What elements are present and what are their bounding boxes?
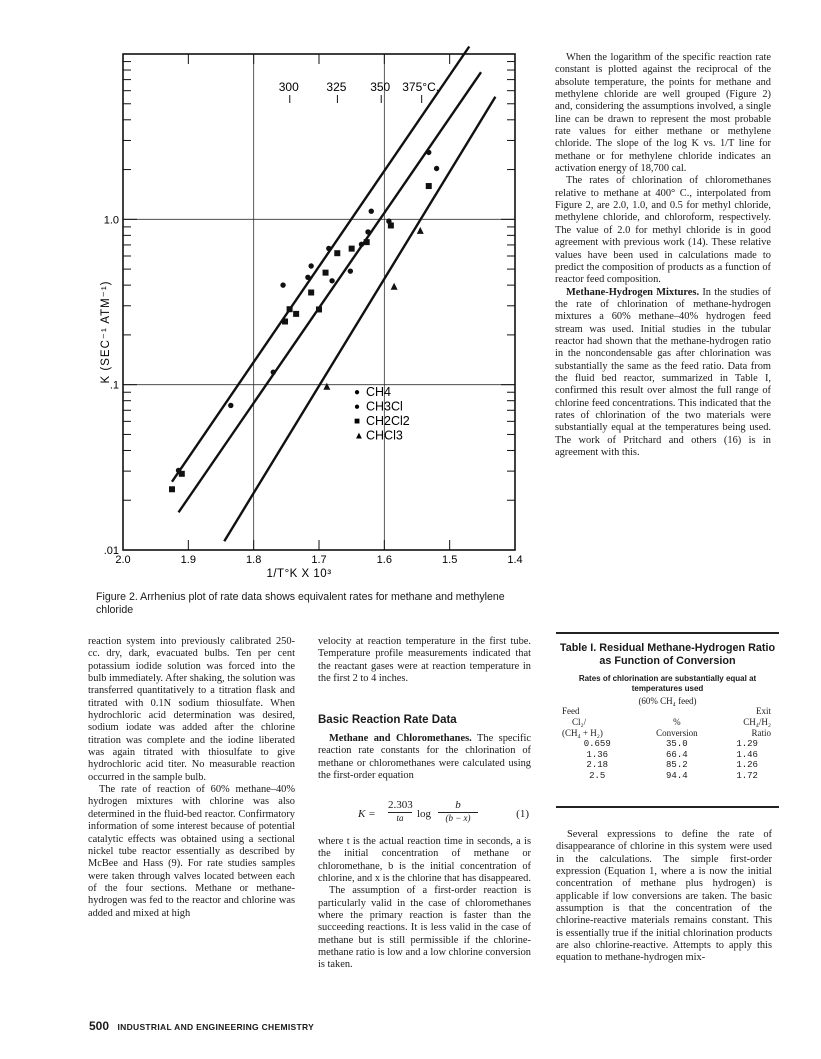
temperature-label: 300 xyxy=(278,80,299,94)
subheading: Methane-Hydrogen Mixtures. xyxy=(566,286,700,298)
table-cell: 1.26 xyxy=(736,760,758,770)
table-row xyxy=(556,760,779,771)
legend-marker: ● xyxy=(354,387,361,398)
data-point-ch4 xyxy=(426,150,431,155)
data-point-ch2cl2 xyxy=(323,270,329,276)
data-point-ch4 xyxy=(228,403,233,408)
data-point-ch4 xyxy=(369,208,374,213)
paragraph xyxy=(318,733,531,782)
data-point-ch2cl2 xyxy=(169,486,175,492)
table-cell: 1.46 xyxy=(736,749,758,760)
legend-label: CH3Cl xyxy=(366,399,403,414)
temperature-label: 375°C. xyxy=(402,80,440,94)
right-column-bottom xyxy=(556,829,772,1009)
data-point-chcl3 xyxy=(417,227,424,234)
paragraph: When the logarithm of the specific reaction rate constant is plotted against the reciprocal of the absolute temperature, the points for methane and methylene chloride are well grouped (Figure 2) and, considering the assumptions involved, a single line can be drawn to represent the most probable rate values for either methane or methylene chloride. The slope of the log K vs. 1/T line for methane or for methylene chloride indicates an activation energy of 18,700 cal. xyxy=(555,52,771,175)
x-tick-label: 1.8 xyxy=(246,554,262,566)
temperature-label: 350 xyxy=(370,80,391,94)
data-point-ch2cl2 xyxy=(282,319,288,325)
journal-name: INDUSTRIAL AND ENGINEERING CHEMISTRY xyxy=(117,1022,315,1032)
data-point-chcl3 xyxy=(391,283,398,290)
legend-label: CHCl3 xyxy=(366,428,403,443)
legend-label: CH4 xyxy=(366,385,392,399)
data-point-ch3cl xyxy=(365,229,370,234)
middle-column-bottom xyxy=(318,836,531,1004)
temperature-label: 325 xyxy=(326,80,347,94)
fit-line xyxy=(179,72,481,512)
y-tick-label: 1.0 xyxy=(103,214,119,227)
equation-fraction xyxy=(438,799,478,824)
data-point-ch2cl2 xyxy=(388,222,394,228)
header-line: Feed xyxy=(562,706,580,716)
equation xyxy=(318,799,531,833)
data-point-ch4 xyxy=(434,166,439,171)
table-cell: 1.36 xyxy=(586,749,609,760)
table-cell: 1.29 xyxy=(736,739,758,749)
data-point-ch4 xyxy=(326,246,331,251)
table-cell: 2.18 xyxy=(586,760,609,770)
legend-label: CH2Cl2 xyxy=(366,414,410,428)
paragraph-text: In the studies of the rate of chlorination of methane-hydrogen mixtures a 60% methane–40% hydrogen feed stream was used. Initial studies in the tubular reactor had shown that the methane-hydrogen ratio in the noncondensable gas after chlorination was substantially the same as the feed ratio. Data from the fluid bed reactor, summarized in Table I, confirmed this result over almost the full range of chlorine feed concentrations. This indicated that the rates of chlorination of the two materials were substantially equal at the temperatures being used. The work of Pritchard and others (16) is in agreement with this. xyxy=(555,286,771,458)
fit-line xyxy=(224,97,495,541)
equation-lhs: K = xyxy=(358,808,376,820)
y-tick-label: .01 xyxy=(103,545,119,557)
header-line: CH₄/H₂ xyxy=(743,717,771,727)
data-point-ch2cl2 xyxy=(334,250,340,256)
left-column xyxy=(88,636,295,1006)
x-tick-label: 1.4 xyxy=(507,554,523,566)
paragraph: where t is the actual reaction time in seconds, a is the initial concentration of methane or chloromethane, b is the initial concentration of chlorine, and x is the chlorine that has disappeared. xyxy=(318,836,531,885)
y-tick-label: .1 xyxy=(109,379,119,392)
header-line: Cl₂/ xyxy=(572,717,587,727)
legend-marker: ■ xyxy=(354,416,361,427)
equation-log: log xyxy=(417,808,432,820)
arrhenius-figure xyxy=(95,42,535,592)
equation-number: (1) xyxy=(516,808,529,820)
data-point-ch2cl2 xyxy=(293,311,299,317)
middle-column-top xyxy=(318,636,531,696)
frac-denominator: (b − x) xyxy=(445,813,471,823)
table-cell: 66.4 xyxy=(666,749,688,760)
table-cell: 94.4 xyxy=(666,770,688,781)
page-number: 500 xyxy=(89,1019,110,1033)
data-point-ch3cl xyxy=(348,268,353,273)
paragraph: The assumption of a first-order reaction is particularly valid in the case of chloromethanes where the primary reaction is faster than the succeeding reactions. It is less valid in the case of methane but is still permissible if the chlorine-methane ratio is low and a low chlorine conversion is taken. xyxy=(318,885,531,971)
data-point-ch2cl2 xyxy=(316,306,322,312)
table-cell: 85.2 xyxy=(666,760,688,770)
header-feed xyxy=(556,706,638,739)
table-row xyxy=(556,739,779,750)
header-line: Ratio xyxy=(751,728,771,738)
data-point-chcl3 xyxy=(323,383,330,390)
x-tick-label: 1.6 xyxy=(376,554,392,566)
x-tick-label: 1.9 xyxy=(180,554,196,566)
data-point-ch3cl xyxy=(329,278,334,283)
equation-coef xyxy=(388,799,412,824)
x-tick-label: 2.0 xyxy=(115,554,131,566)
table-cell: 2.5 xyxy=(589,770,606,781)
page-footer xyxy=(89,1017,314,1035)
header-conversion xyxy=(638,706,715,739)
data-point-ch3cl xyxy=(308,263,313,268)
middle-column-section xyxy=(318,733,531,795)
y-axis-title: K (SEC⁻¹ ATM⁻¹) xyxy=(100,280,112,384)
header-line: % xyxy=(673,717,681,727)
fit-line xyxy=(172,47,469,482)
data-point-ch4 xyxy=(280,282,285,287)
data-point-ch3cl xyxy=(271,369,276,374)
table-subtitle: Rates of chlorination are substantially equal at temperatures used xyxy=(578,674,757,693)
paragraph: The rate of reaction of 60% methane–40% hydrogen mixtures with chlorine was also determined in the fluid-bed reactor. Confirmatory information of some interest because of potential catalytic effects was obtained using a sectional nickel tube reactor essentially as described by McBee and Hass (9). For rate studies samples were taken through valves located between each of the four sections. Methane or methane-hydrogen was fed to the reactor and chlorine was added and mixed at high xyxy=(88,784,295,919)
paragraph-text: The specific reaction rate constants for the chlorination of methane or chloromethanes were calculated using the first-order equation xyxy=(318,733,531,782)
header-line: (CH₄ + H₂) xyxy=(562,728,603,738)
data-point-ch2cl2 xyxy=(308,289,314,295)
x-tick-label: 1.5 xyxy=(442,554,458,566)
table-row xyxy=(556,771,779,782)
paragraph: reaction system into previously calibrated 250-cc. dry, dark, evacuated bulbs. Ten per cent potassium iodide solution was forced into the bulb immediately. After shaking, the solution was transferred quantitatively to a titration flask and titrated with 0.1N sodium thiosulfate. When hydrochloric acid determination was desired, sodium iodate was added after the chlorine titration was complete and the iodine liberated was again titrated with thiosulfate to give hydrochloric acid titer. No measurable reaction occurred in the sample bulb. xyxy=(88,636,295,783)
section-heading: Basic Reaction Rate Data xyxy=(318,714,457,726)
table-header-row xyxy=(556,706,779,739)
table-1 xyxy=(556,632,779,808)
data-point-ch2cl2 xyxy=(349,246,355,252)
header-line: Exit xyxy=(756,706,771,716)
data-point-ch3cl xyxy=(305,275,310,280)
paragraph: Several expressions to define the rate of disappearance of chlorine in this system were used in the calculations. The simple first-order expression (Equation 1, where a is now the initial concentration of methane plus hydrogen) is applicable if low conversions are taken. The basic assumption is that the concentration of the chlorine-reactive materials remains constant. This is essentially true if the initial chlorination products are also chlorine-reactive. Attempts to apply this equation to methane-hydrogen mix- xyxy=(556,829,772,964)
frac-numerator: b xyxy=(438,799,478,813)
paragraph xyxy=(555,287,771,460)
data-point-ch2cl2 xyxy=(364,239,370,245)
data-point-ch2cl2 xyxy=(287,306,293,312)
legend-marker: ● xyxy=(354,401,361,413)
table-feed-note: (60% CH₄ feed) xyxy=(638,696,697,706)
legend-marker: ▲ xyxy=(354,430,364,442)
figure-caption: Figure 2. Arrhenius plot of rate data shows equivalent rates for methane and methylene chloride xyxy=(96,591,505,616)
coef-numerator: 2.303 xyxy=(388,799,413,811)
paragraph: velocity at reaction temperature in the first tube. Temperature profile measurements indicated that the reactant gases were at reaction temperature in the first 2 to 4 inches. xyxy=(318,636,531,685)
data-point-ch2cl2 xyxy=(179,471,185,477)
table-cell: 35.0 xyxy=(666,739,688,749)
table-title: Table I. Residual Methane-Hydrogen Ratio as Function of Conversion xyxy=(559,642,776,667)
data-point-ch2cl2 xyxy=(426,183,432,189)
subheading: Methane and Chloromethanes. xyxy=(329,733,472,744)
table-cell: 1.72 xyxy=(736,770,758,781)
x-axis-title: 1/T°K X 10³ xyxy=(266,568,332,580)
table-data xyxy=(556,706,779,781)
x-tick-label: 1.7 xyxy=(311,554,327,566)
table-cell: 0.659 xyxy=(583,739,611,749)
coef-denominator: ta xyxy=(396,813,404,823)
right-column-top xyxy=(555,52,771,608)
header-exit xyxy=(715,706,779,739)
data-point-ch3cl xyxy=(359,242,364,247)
paragraph: The rates of chlorination of chloromethanes relative to methane at 400° C., interpolated from Figure 2, are 2.0, 1.0, and 0.5 for methyl chloride, methylene chloride, and chloroform, respectively. The value of 2.0 for methyl chloride is in good agreement with previous work (14). These relative values have been used in calculations made to predict the composition of products as a function of reactor feed composition. xyxy=(555,175,771,286)
arrhenius-chart xyxy=(95,42,535,592)
table-row xyxy=(556,750,779,761)
header-line: Conversion xyxy=(656,728,698,738)
